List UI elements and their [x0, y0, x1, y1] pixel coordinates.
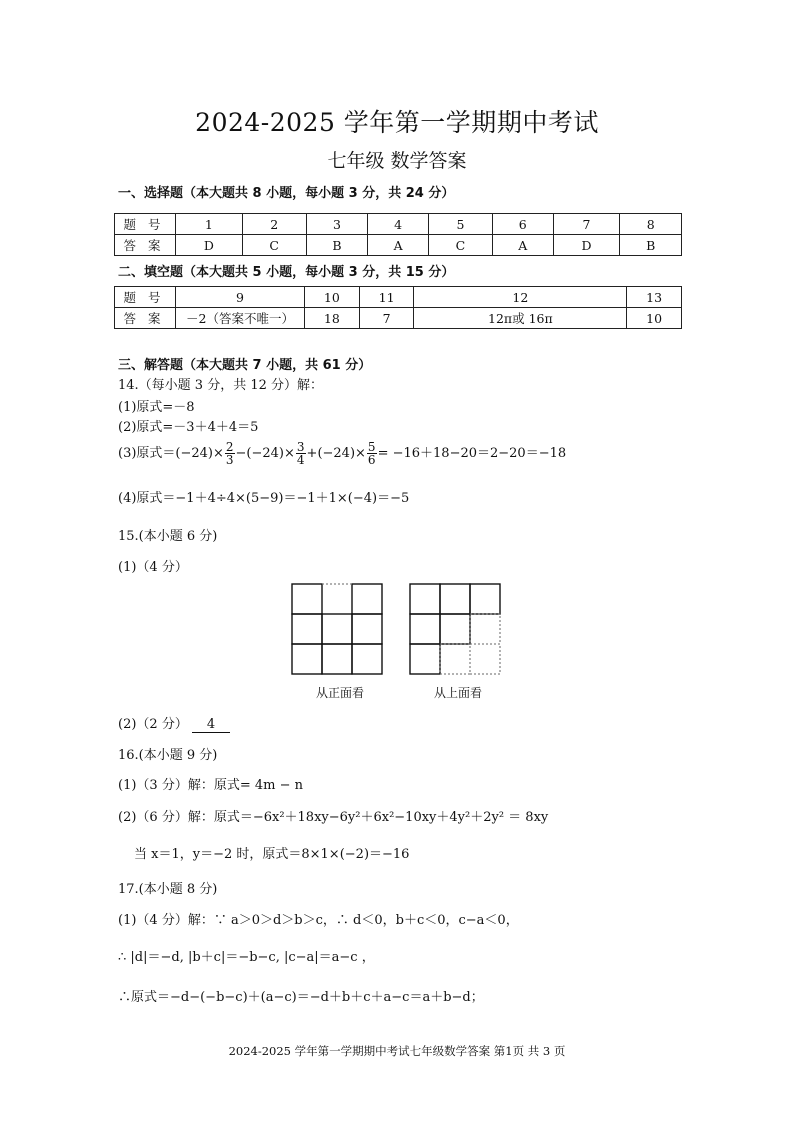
- q14-part3-suffix: = −16＋18−20＝2−20＝−18: [377, 446, 567, 461]
- question-cell: 3: [306, 214, 368, 235]
- q17-intro: 17.(本小题 8 分): [118, 882, 218, 897]
- row-label-answer: 答案: [115, 308, 176, 329]
- q14-intro: 14.（每小题 3 分，共 12 分）解：: [118, 378, 324, 393]
- dashed-cell: [440, 644, 470, 674]
- grid-cell: [352, 644, 382, 674]
- answer-cell: 7: [359, 308, 414, 329]
- section1-heading: 一、选择题（本大题共 8 小题，每小题 3 分，共 24 分）: [118, 186, 455, 201]
- q15-part2-label: (2)（2 分）: [118, 717, 188, 732]
- q16-part1: (1)（3 分）解：原式= 4m − n: [118, 778, 303, 793]
- grid-cell: [440, 614, 470, 644]
- answer-cell: A: [492, 235, 553, 256]
- q17-part1: (1)（4 分）解：∵ a＞0＞d＞b＞c，∴ d＜0，b＋c＜0，c−a＜0，: [118, 913, 519, 928]
- q17-part3: ∴原式＝−d−(−b−c)＋(a−c)＝−d＋b＋c＋a−c＝a＋b−d；: [118, 990, 484, 1005]
- table-row: [115, 287, 682, 308]
- q14-part3-mid1: −(−24)×: [235, 446, 295, 461]
- grid-cell: [352, 584, 382, 614]
- row-label-answer: 答案: [115, 235, 176, 256]
- fraction-numerator: 5: [367, 440, 376, 454]
- answer-cell: D: [553, 235, 620, 256]
- grid-cell: [292, 644, 322, 674]
- answer-cell: B: [306, 235, 368, 256]
- q16-intro: 16.(本小题 9 分): [118, 748, 218, 763]
- q14-part4: (4)原式＝−1＋4÷4×(5−9)＝−1＋1×(−4)＝−5: [118, 491, 410, 506]
- grid-cell: [410, 644, 440, 674]
- grid-cell: [410, 614, 440, 644]
- q15-part2: [118, 713, 230, 733]
- page-footer: 2024-2025 学年第一学期期中考试七年级数学答案 第1页 共 3 页: [228, 1044, 566, 1058]
- grid-cell: [292, 614, 322, 644]
- page-subtitle: 七年级 数学答案: [327, 150, 467, 172]
- front-view-grid: [291, 583, 385, 677]
- question-cell: 1: [176, 214, 243, 235]
- answer-cell: A: [368, 235, 429, 256]
- q14-part2: (2)原式=－3＋4＋4＝5: [118, 420, 259, 435]
- fraction: [225, 441, 235, 466]
- fraction-numerator: 2: [225, 440, 234, 454]
- fraction: [367, 441, 377, 466]
- answer-cell: 18: [305, 308, 360, 329]
- q14-part3-prefix: (3)原式＝(−24)×: [118, 446, 224, 461]
- fraction-denominator: 3: [225, 453, 234, 467]
- section1-answer-table: [114, 213, 682, 256]
- table-row: [115, 308, 682, 329]
- q14-part1: (1)原式=－8: [118, 400, 195, 415]
- grid-cell: [322, 644, 352, 674]
- question-cell: 9: [176, 287, 305, 308]
- q16-part2: (2)（6 分）解：原式＝−6x²＋18xy−6y²＋6x²−10xy＋4y²＋2y² ＝ 8xy: [118, 810, 549, 825]
- dashed-cell: [470, 614, 500, 644]
- section3-heading: 三、解答题（本大题共 7 小题，共 61 分）: [118, 358, 372, 373]
- question-cell: 8: [620, 214, 682, 235]
- grid-cell: [352, 614, 382, 644]
- grid-cell: [322, 614, 352, 644]
- table-row: [115, 235, 682, 256]
- answer-cell: D: [176, 235, 243, 256]
- question-cell: 12: [414, 287, 627, 308]
- q15-part2-answer: 4: [192, 717, 230, 733]
- question-cell: 7: [553, 214, 620, 235]
- q15-part1: (1)（4 分）: [118, 560, 188, 575]
- answer-cell: B: [620, 235, 682, 256]
- section2-answer-table: [114, 286, 682, 329]
- question-cell: 10: [305, 287, 360, 308]
- question-cell: 2: [242, 214, 306, 235]
- question-cell: 6: [492, 214, 553, 235]
- row-label-question: 题号: [115, 214, 176, 235]
- page-title: 2024-2025 学年第一学期期中考试: [195, 108, 599, 137]
- grid-cell: [440, 584, 470, 614]
- table-row: [115, 214, 682, 235]
- dashed-cell: [470, 644, 500, 674]
- fraction-denominator: 6: [367, 453, 376, 467]
- answer-cell: －2（答案不唯一）: [176, 308, 305, 329]
- q17-part2: ∴ |d|＝−d, |b＋c|＝−b−c, |c−a|＝a−c ，: [118, 950, 375, 965]
- fraction: [296, 441, 306, 466]
- row-label-question: 题号: [115, 287, 176, 308]
- q14-part3: [118, 440, 566, 468]
- fraction-numerator: 3: [296, 440, 305, 454]
- caption-top-view: 从上面看: [434, 686, 483, 700]
- grid-cell: [470, 584, 500, 614]
- question-cell: 5: [428, 214, 492, 235]
- section2-heading: 二、填空题（本大题共 5 小题，每小题 3 分，共 15 分）: [118, 265, 455, 280]
- answer-cell: C: [242, 235, 306, 256]
- q16-part3: 当 x＝1，y＝−2 时，原式＝8×1×(−2)＝−16: [134, 847, 410, 862]
- question-cell: 11: [359, 287, 414, 308]
- fraction-denominator: 4: [296, 453, 305, 467]
- question-cell: 4: [368, 214, 429, 235]
- q15-intro: 15.(本小题 6 分): [118, 529, 218, 544]
- grid-cell: [410, 584, 440, 614]
- question-cell: 13: [627, 287, 682, 308]
- q14-part3-mid2: +(−24)×: [306, 446, 366, 461]
- top-view-grid: [409, 583, 503, 677]
- answer-cell: C: [428, 235, 492, 256]
- grid-cell: [292, 584, 322, 614]
- answer-cell: 12π或 16π: [414, 308, 627, 329]
- answer-cell: 10: [627, 308, 682, 329]
- caption-front-view: 从正面看: [316, 686, 365, 700]
